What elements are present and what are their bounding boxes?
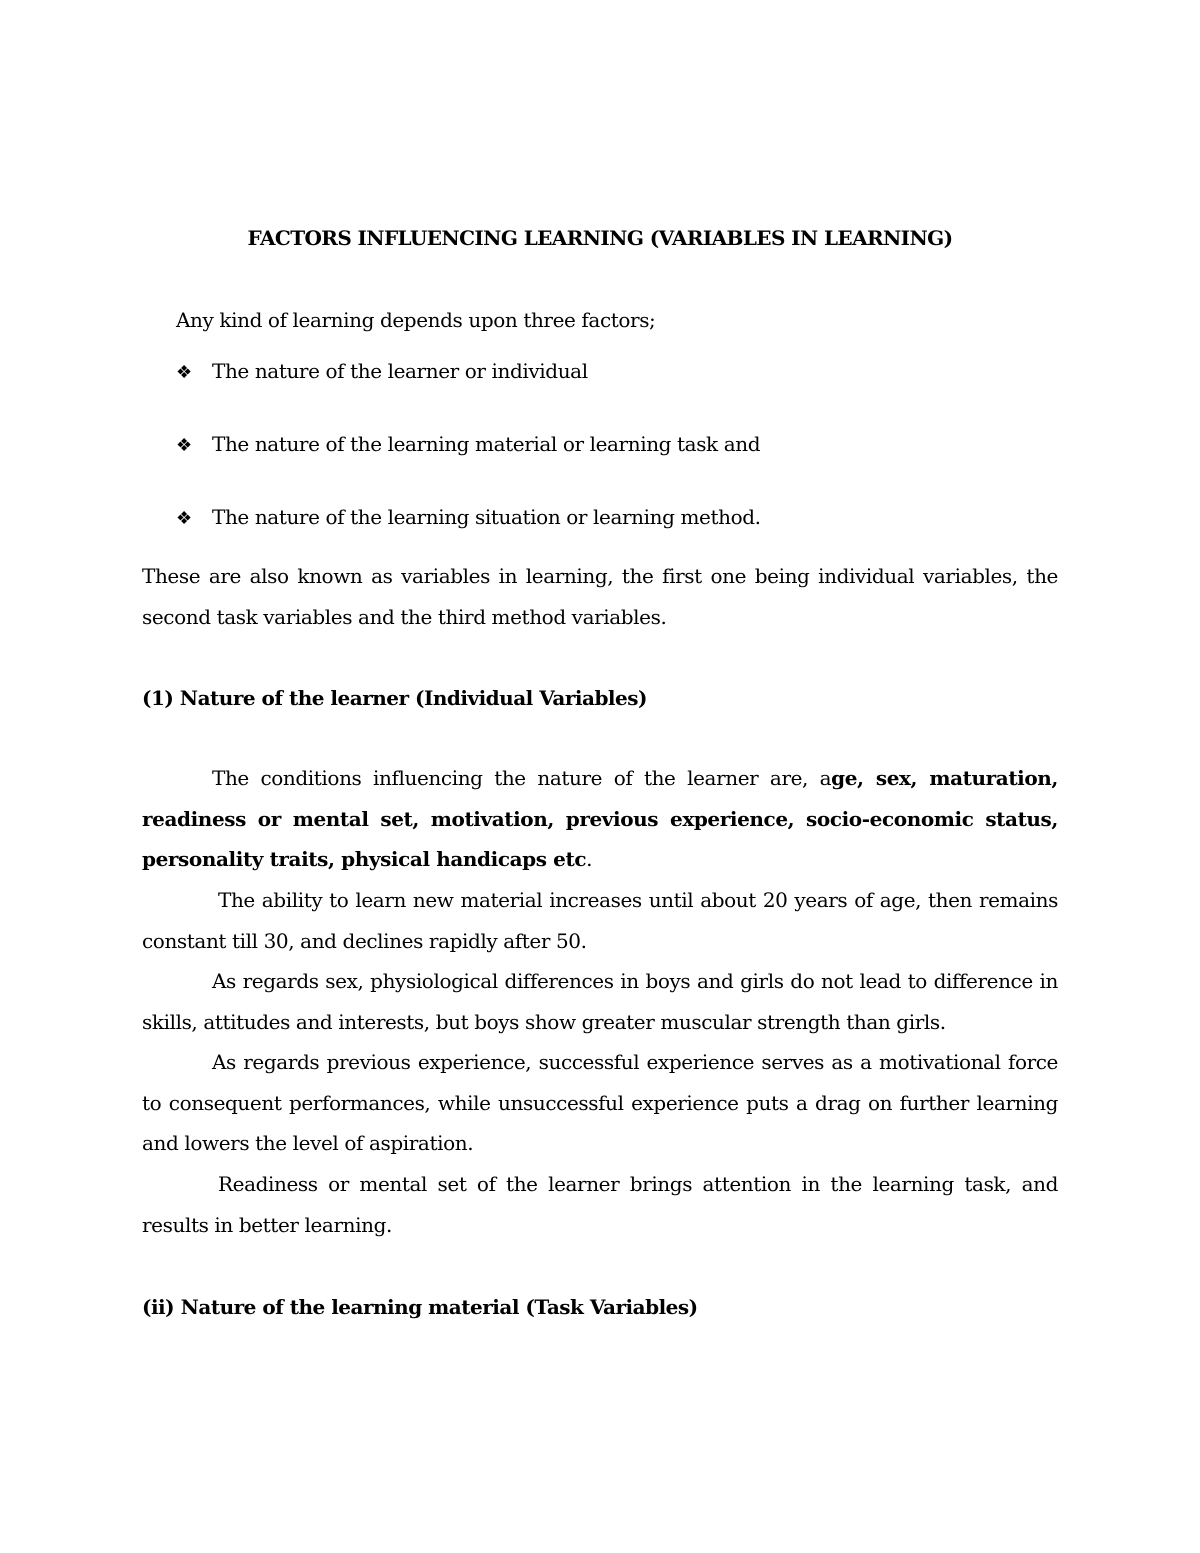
section-heading-individual: (1) Nature of the learner (Individual Variables) — [142, 686, 647, 710]
experience-paragraph: As regards previous experience, successful experience serves as a motivational force to consequent performances, while unsuccessful experience puts a drag on further learning and lowers the level of aspiration. — [142, 1050, 1058, 1155]
diamond-bullet-icon: ❖ — [176, 435, 192, 456]
page-title: FACTORS INFLUENCING LEARNING (VARIABLES IN LEARNING) — [247, 226, 953, 250]
conditions-bold-list: ge, sex, maturation, readiness or mental set, motivation, previous experience, socio-economic status, personality traits, physical handicaps etc — [142, 766, 1058, 871]
list-item — [176, 504, 761, 532]
intro-text: Any kind of learning depends upon three factors; — [176, 308, 656, 332]
list-item — [176, 358, 588, 386]
diamond-bullet-icon: ❖ — [176, 362, 192, 383]
list-item — [176, 431, 760, 459]
age-paragraph: The ability to learn new material increases until about 20 years of age, then remains constant till 30, and declines rapidly after 50. — [142, 888, 1058, 953]
readiness-paragraph: Readiness or mental set of the learner brings attention in the learning task, and results in better learning. — [142, 1172, 1058, 1237]
bullet-text: The nature of the learning situation or learning method. — [212, 505, 761, 529]
bullet-text: The nature of the learner or individual — [212, 359, 588, 383]
sex-paragraph: As regards sex, physiological differences in boys and girls do not lead to difference in skills, attitudes and interests, but boys show greater muscular strength than girls. — [142, 969, 1058, 1034]
variables-paragraph: These are also known as variables in learning, the first one being individual variables, the second task variables and the third method variables. — [142, 564, 1058, 629]
conditions-lead: The conditions influencing the nature of the learner are, a — [212, 766, 832, 790]
conditions-paragraph — [142, 758, 1058, 880]
bullet-text: The nature of the learning material or learning task and — [212, 432, 761, 456]
diamond-bullet-icon: ❖ — [176, 508, 192, 529]
conditions-tail: . — [586, 847, 593, 871]
section-heading-task: (ii) Nature of the learning material (Task Variables) — [142, 1295, 698, 1319]
